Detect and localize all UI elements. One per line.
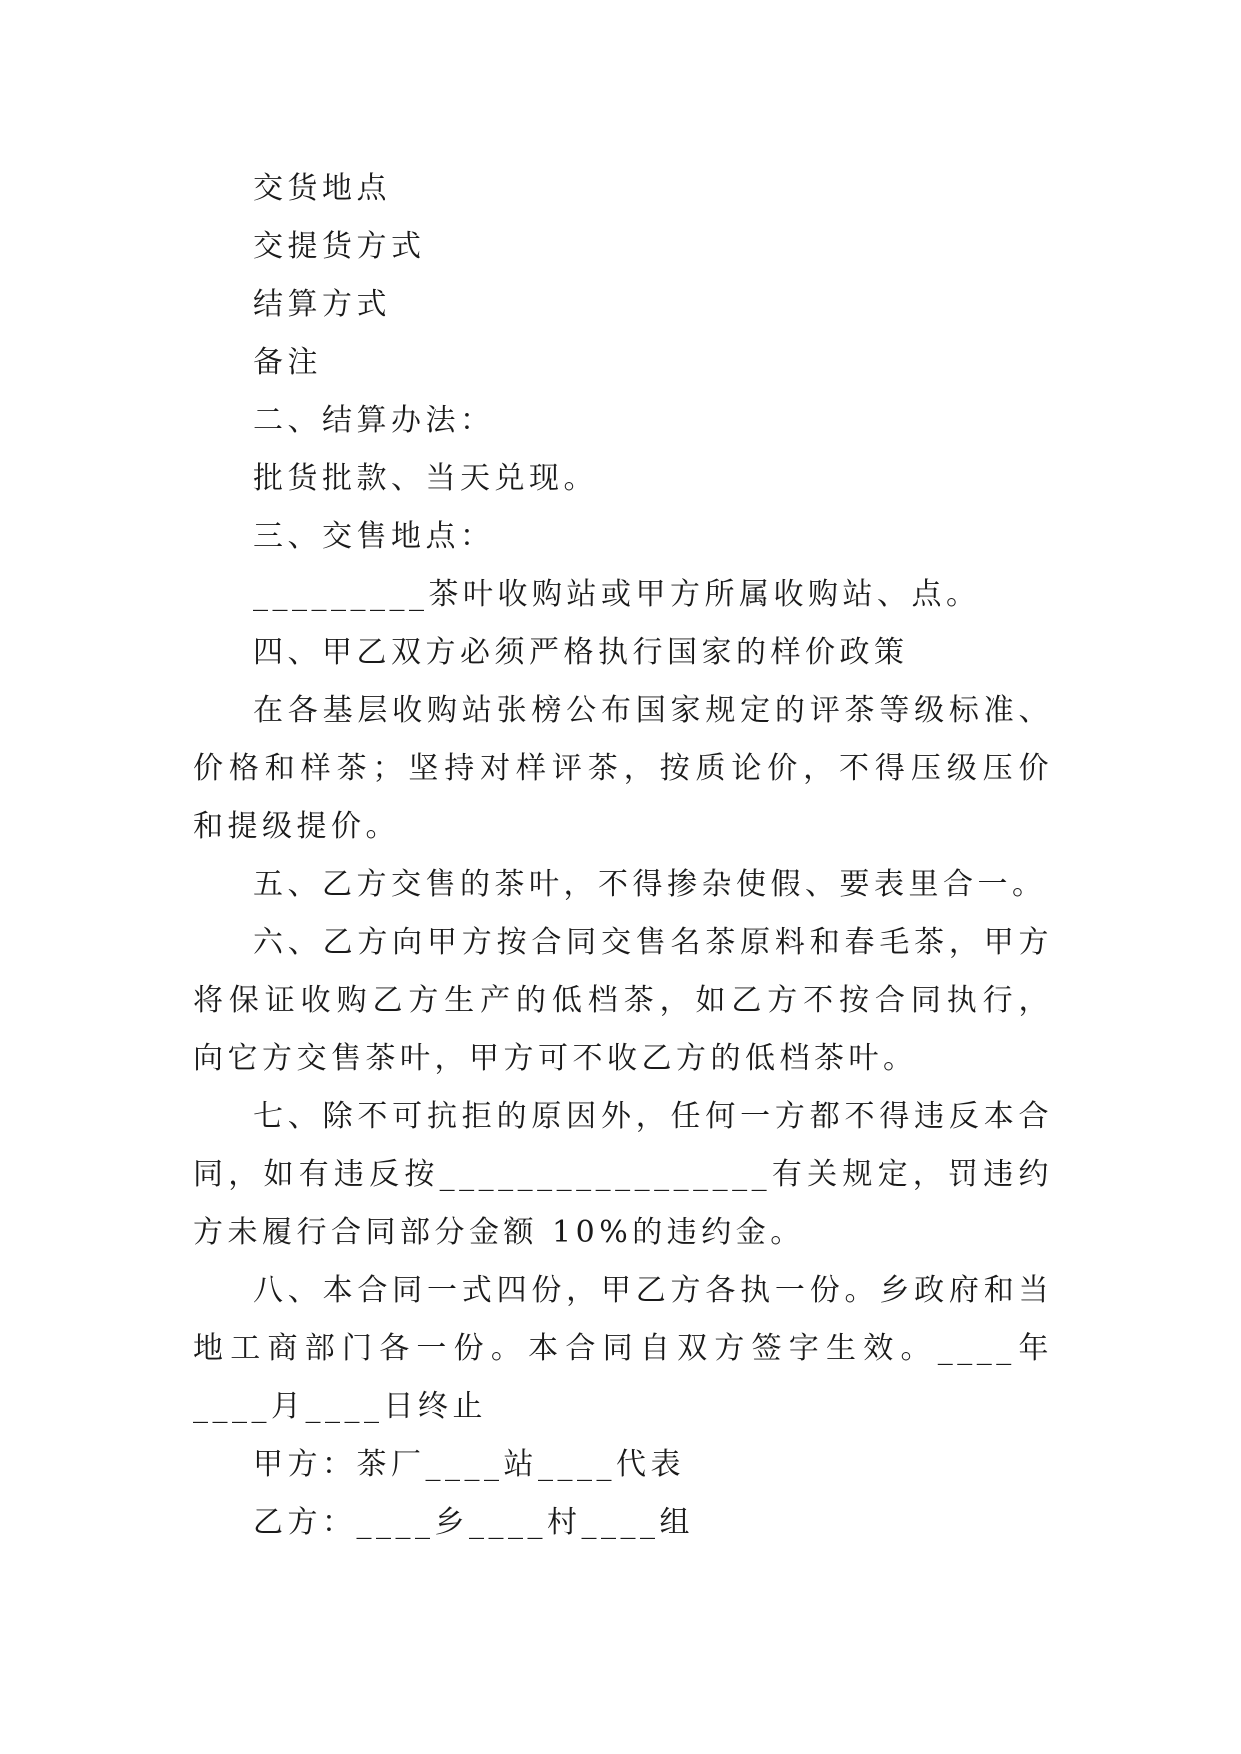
section-4-text: 在各基层收购站张榜公布国家规定的评茶等级标准、价格和样茶；坚持对样评茶，按质论价，不得压级压价和提级提价。 [193,693,1053,844]
section-8-text: 八、本合同一式四份，甲乙方各执一份。乡政府和当地工商部门各一份。本合同自双方签字生效。____年____月____日终止 [193,1273,1053,1424]
item-delivery-place: 交货地点 [253,171,391,206]
section-7-text: 七、除不可抗拒的原因外，任何一方都不得违反本合同，如有违反按_________________有关规定，罚违约方未履行合同部分金额 10%的违约金。 [193,1099,1053,1250]
party-a-signature-line: 甲方：茶厂____站____代表 [253,1447,685,1482]
item-remarks: 备注 [253,345,322,380]
section-5-text: 五、乙方交售的茶叶，不得掺杂使假、要表里合一。 [253,867,1047,902]
section-3-heading: 三、交售地点： [253,519,495,554]
section-2-text: 批货批款、当天兑现。 [253,461,598,496]
section-3-text: _________茶叶收购站或甲方所属收购站、点。 [253,577,981,612]
section-2-heading: 二、结算办法： [253,403,495,438]
party-b-signature-line: 乙方：____乡____村____组 [253,1505,694,1540]
section-6-text: 六、乙方向甲方按合同交售名茶原料和春毛茶，甲方将保证收购乙方生产的低档茶，如乙方不按合同执行，向它方交售茶叶，甲方可不收乙方的低档茶叶。 [193,925,1053,1076]
section-4-heading: 四、甲乙双方必须严格执行国家的样价政策 [253,635,909,670]
item-delivery-method: 交提货方式 [253,229,426,264]
item-settlement-method: 结算方式 [253,287,391,322]
contract-body [193,160,1053,1552]
